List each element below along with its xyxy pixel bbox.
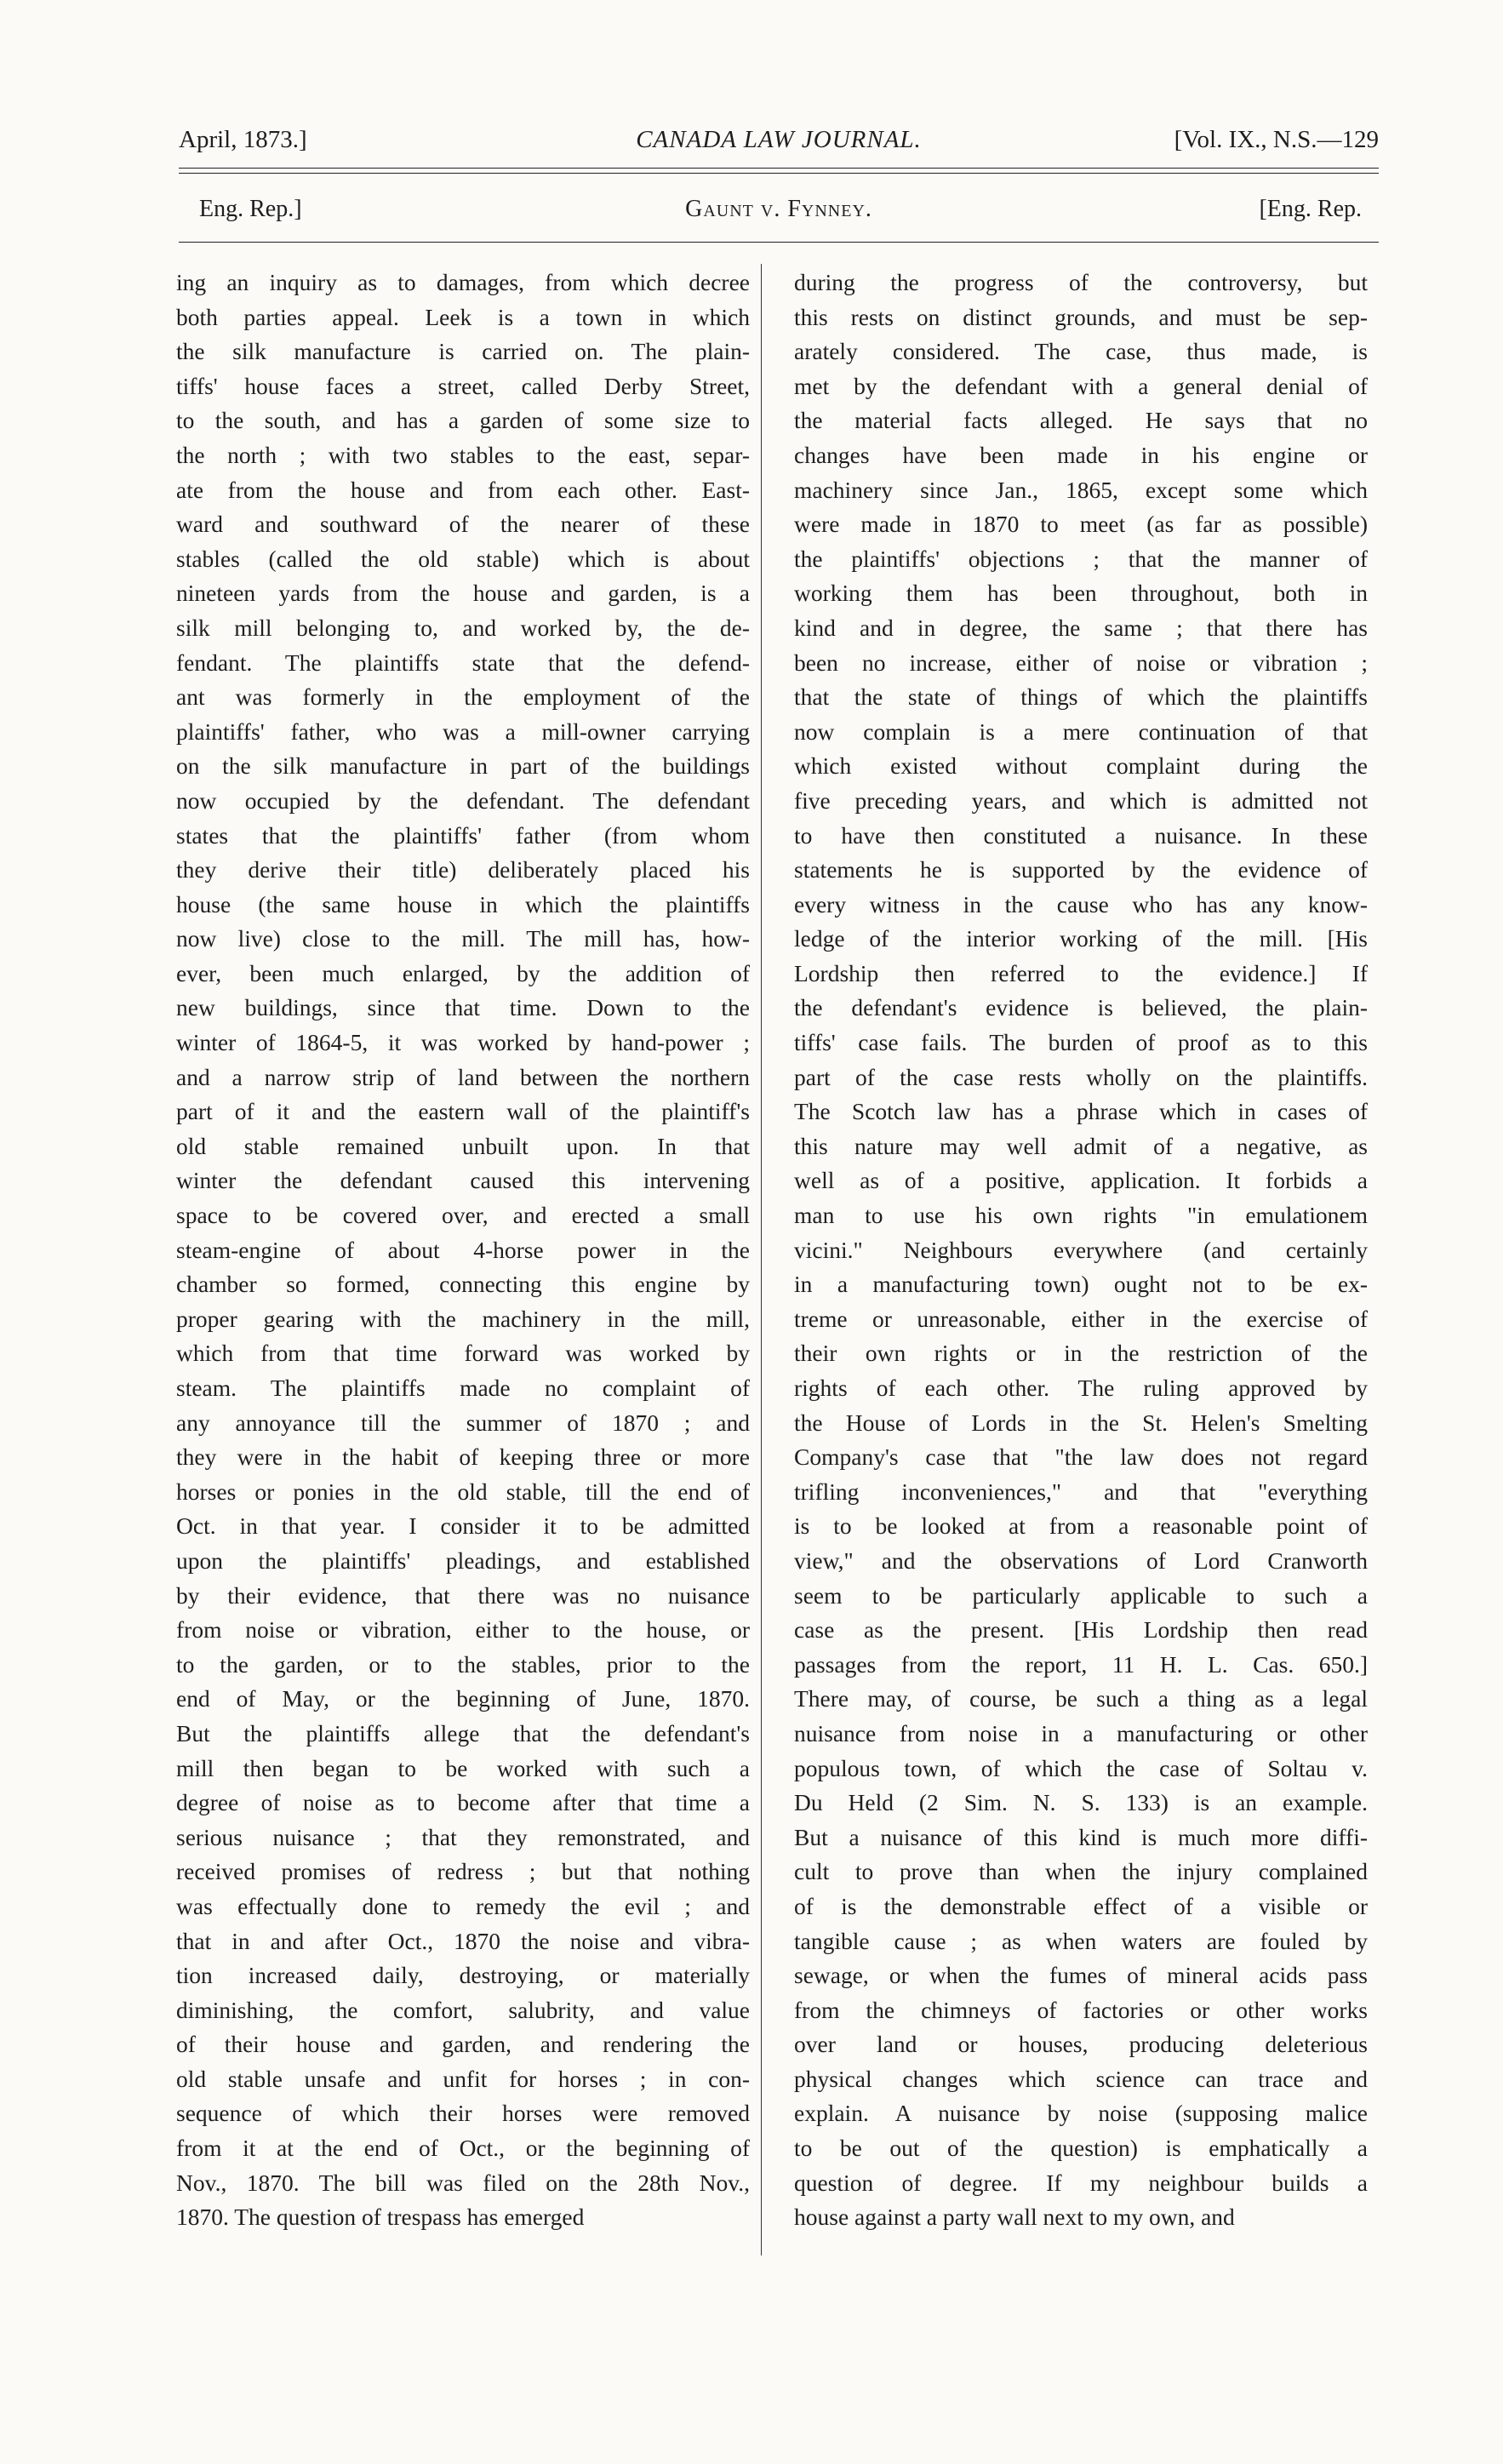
text-line: ward and southward of the nearer of these — [176, 511, 750, 538]
text-line: from it at the end of Oct., or the beginning of — [176, 2135, 750, 2162]
text-line: working them has been throughout, both in — [794, 580, 1368, 607]
text-line: view," and the observations of Lord Cranworth — [794, 1546, 1368, 1574]
text-line: ate from the house and from each other. East- — [176, 476, 750, 503]
text-line: sequence of which their horses were removed — [176, 2100, 750, 2127]
text-line: is to be looked at from a reasonable point of — [794, 1512, 1368, 1540]
text-line: their own rights or in the restriction of the — [794, 1340, 1368, 1367]
text-line: during the progress of the controversy, but — [794, 269, 1368, 295]
text-line: man to use his own rights "in emulationem — [794, 1202, 1368, 1229]
text-line: tangible cause ; as when waters are fouled by — [794, 1927, 1368, 1954]
text-line: proper gearing with the machinery in the mill, — [176, 1305, 750, 1332]
text-line: passages from the report, 11 H. L. Cas. 650.] — [794, 1650, 1368, 1678]
header-double-rule — [179, 168, 1379, 174]
text-line: was effectually done to remedy the evil ; and — [176, 1892, 750, 1919]
text-line: physical changes which science can trace and — [794, 2065, 1368, 2092]
text-line: now complain is a mere continuation of that — [794, 717, 1368, 745]
text-line: every witness in the cause who has any know- — [794, 890, 1368, 918]
text-line: part of it and the eastern wall of the plaintiff's — [176, 1098, 750, 1125]
text-line: from noise or vibration, either to the house, or — [176, 1616, 750, 1644]
text-line: old stable unsafe and unfit for horses ; in con- — [176, 2065, 750, 2092]
text-line: ever, been much enlarged, by the addition of — [176, 959, 750, 986]
text-line: which existed without complaint during the — [794, 752, 1368, 780]
text-line: of is the demonstrable effect of a visible or — [794, 1892, 1368, 1919]
text-line: this nature may well admit of a negative, as — [794, 1132, 1368, 1159]
text-line: changes have been made in his engine or — [794, 441, 1368, 468]
text-line: five preceding years, and which is admitted not — [794, 786, 1368, 814]
text-line: this rests on distinct grounds, and must be sep- — [794, 303, 1368, 330]
text-line: winter the defendant caused this intervening — [176, 1167, 750, 1194]
text-line: new buildings, since that time. Down to the — [176, 994, 750, 1021]
text-line: they derive their title) deliberately placed his — [176, 856, 750, 883]
text-column-left — [176, 266, 750, 2235]
text-line: by their evidence, that there was no nuisance — [176, 1581, 750, 1609]
text-line: to the south, and has a garden of some size to — [176, 407, 750, 434]
text-line: were made in 1870 to meet (as far as possible) — [794, 511, 1368, 538]
text-line: ledge of the interior working of the mill. [His — [794, 925, 1368, 952]
text-line: case as the present. [His Lordship then read — [794, 1616, 1368, 1644]
text-line: The Scotch law has a phrase which in cases of — [794, 1098, 1368, 1125]
text-line: to be out of the question) is emphatically a — [794, 2135, 1368, 2162]
text-line: fendant. The plaintiffs state that the defend- — [176, 649, 750, 676]
text-line: received promises of redress ; but that nothing — [176, 1858, 750, 1885]
text-line: and a narrow strip of land between the northern — [176, 1063, 750, 1090]
text-line: to have then constituted a nuisance. In these — [794, 821, 1368, 849]
text-line: from the chimneys of factories or other works — [794, 1996, 1368, 2023]
text-line: over land or houses, producing deleterious — [794, 2031, 1368, 2058]
text-line: states that the plaintiffs' father (from whom — [176, 821, 750, 849]
text-line: chamber so formed, connecting this engine by — [176, 1271, 750, 1298]
text-line: plaintiffs' father, who was a mill-owner carrying — [176, 717, 750, 745]
text-line: populous town, of which the case of Soltau v. — [794, 1754, 1368, 1781]
text-line: part of the case rests wholly on the plaintiffs. — [794, 1063, 1368, 1090]
report-tag-right: [Eng. Rep. — [1259, 196, 1362, 222]
text-line: end of May, or the beginning of June, 1870. — [176, 1685, 750, 1712]
text-line: nineteen yards from the house and garden, is a — [176, 580, 750, 607]
text-line: tiffs' house faces a street, called Derby Street, — [176, 372, 750, 399]
text-line: degree of noise as to become after that time a — [176, 1789, 750, 1816]
text-line: the north ; with two stables to the east, separ- — [176, 441, 750, 468]
text-line: vicini." Neighbours everywhere (and certainly — [794, 1236, 1368, 1263]
text-line: now occupied by the defendant. The defendant — [176, 786, 750, 814]
text-line: steam. The plaintiffs made no complaint of — [176, 1375, 750, 1401]
text-line: in a manufacturing town) ought not to be ex- — [794, 1271, 1368, 1298]
text-line: winter of 1864-5, it was worked by hand-power ; — [176, 1029, 750, 1056]
text-line: seem to be particularly applicable to such a — [794, 1581, 1368, 1609]
text-line: space to be covered over, and erected a small — [176, 1202, 750, 1229]
text-line: machinery since Jan., 1865, except some which — [794, 476, 1368, 503]
text-line: house (the same house in which the plaintiffs — [176, 890, 750, 918]
text-line: arately considered. The case, thus made, is — [794, 338, 1368, 365]
text-line: kind and in degree, the same ; that there has — [794, 614, 1368, 641]
text-line: the material facts alleged. He says that no — [794, 407, 1368, 434]
text-line: old stable remained unbuilt upon. In that — [176, 1132, 750, 1159]
text-line: But the plaintiffs allege that the defendant's — [176, 1719, 750, 1747]
text-line: tiffs' case fails. The burden of proof as to this — [794, 1029, 1368, 1056]
text-line: explain. A nuisance by noise (supposing malice — [794, 2100, 1368, 2127]
text-line: ant was formerly in the employment of the — [176, 683, 750, 711]
text-line: Du Held (2 Sim. N. S. 133) is an example. — [794, 1789, 1368, 1816]
text-line: now live) close to the mill. The mill has, how- — [176, 925, 750, 952]
text-line: met by the defendant with a general denial of — [794, 372, 1368, 399]
text-line: they were in the habit of keeping three or more — [176, 1444, 750, 1471]
text-line: stables (called the old stable) which is about — [176, 545, 750, 572]
text-line: question of degree. If my neighbour builds a — [794, 2169, 1368, 2196]
text-line: well as of a positive, application. It forbids a — [794, 1167, 1368, 1194]
text-column-right — [794, 266, 1368, 2235]
text-line: statements he is supported by the evidence of — [794, 856, 1368, 883]
case-subheader — [179, 196, 1379, 230]
text-line: nuisance from noise in a manufacturing or other — [794, 1719, 1368, 1747]
text-line: of their house and garden, and rendering the — [176, 2031, 750, 2058]
text-line: been no increase, either of noise or vibration ; — [794, 649, 1368, 676]
text-line: the defendant's evidence is believed, the plain- — [794, 994, 1368, 1021]
text-line: any annoyance till the summer of 1870 ; and — [176, 1409, 750, 1436]
report-tag-left: Eng. Rep.] — [199, 196, 302, 222]
text-line: Oct. in that year. I consider it to be admitted — [176, 1512, 750, 1540]
subheader-rule — [179, 242, 1379, 243]
text-line: sewage, or when the fumes of mineral acids pass — [794, 1962, 1368, 1989]
text-line: mill then began to be worked with such a — [176, 1754, 750, 1781]
running-header — [179, 126, 1379, 163]
text-line: Nov., 1870. The bill was filed on the 28th Nov., — [176, 2169, 750, 2196]
journal-title: CANADA LAW JOURNAL. — [636, 126, 922, 153]
text-line: rights of each other. The ruling approved by — [794, 1375, 1368, 1401]
header-date: April, 1873.] — [179, 126, 307, 153]
text-line: horses or ponies in the old stable, till the end of — [176, 1478, 750, 1505]
case-title: Gaunt v. Fynney. — [685, 196, 872, 222]
text-line: which from that time forward was worked by — [176, 1340, 750, 1367]
text-line: upon the plaintiffs' pleadings, and established — [176, 1546, 750, 1574]
text-line: serious nuisance ; that they remonstrated, and — [176, 1823, 750, 1850]
text-line: 1870. The question of trespass has emerged — [176, 2204, 585, 2231]
text-line: that the state of things of which the plaintiffs — [794, 683, 1368, 711]
text-line: steam-engine of about 4-horse power in the — [176, 1236, 750, 1263]
text-line: silk mill belonging to, and worked by, the de- — [176, 614, 750, 641]
text-line: There may, of course, be such a thing as a legal — [794, 1685, 1368, 1712]
text-line: the plaintiffs' objections ; that the manner of — [794, 545, 1368, 572]
text-line: diminishing, the comfort, salubrity, and value — [176, 1996, 750, 2023]
text-line: house against a party wall next to my own, and — [794, 2204, 1235, 2231]
text-line: Lordship then referred to the evidence.] If — [794, 959, 1368, 986]
text-line: But a nuisance of this kind is much more diffi- — [794, 1823, 1368, 1850]
text-line: cult to prove than when the injury complained — [794, 1858, 1368, 1885]
text-line: the silk manufacture is carried on. The plain- — [176, 338, 750, 365]
text-line: ing an inquiry as to damages, from which decree — [176, 269, 750, 295]
text-line: treme or unreasonable, either in the exercise of — [794, 1305, 1368, 1332]
text-line: Company's case that "the law does not regard — [794, 1444, 1368, 1471]
volume-page-number: [Vol. IX., N.S.—129 — [1174, 126, 1379, 153]
text-line: on the silk manufacture in part of the buildings — [176, 752, 750, 780]
text-line: trifling inconveniences," and that "everything — [794, 1478, 1368, 1505]
text-line: that in and after Oct., 1870 the noise and vibra- — [176, 1927, 750, 1954]
text-line: tion increased daily, destroying, or materially — [176, 1962, 750, 1989]
text-line: both parties appeal. Leek is a town in which — [176, 303, 750, 330]
column-divider — [761, 264, 762, 2255]
text-line: the House of Lords in the St. Helen's Smelting — [794, 1409, 1368, 1436]
text-line: to the garden, or to the stables, prior to the — [176, 1650, 750, 1678]
